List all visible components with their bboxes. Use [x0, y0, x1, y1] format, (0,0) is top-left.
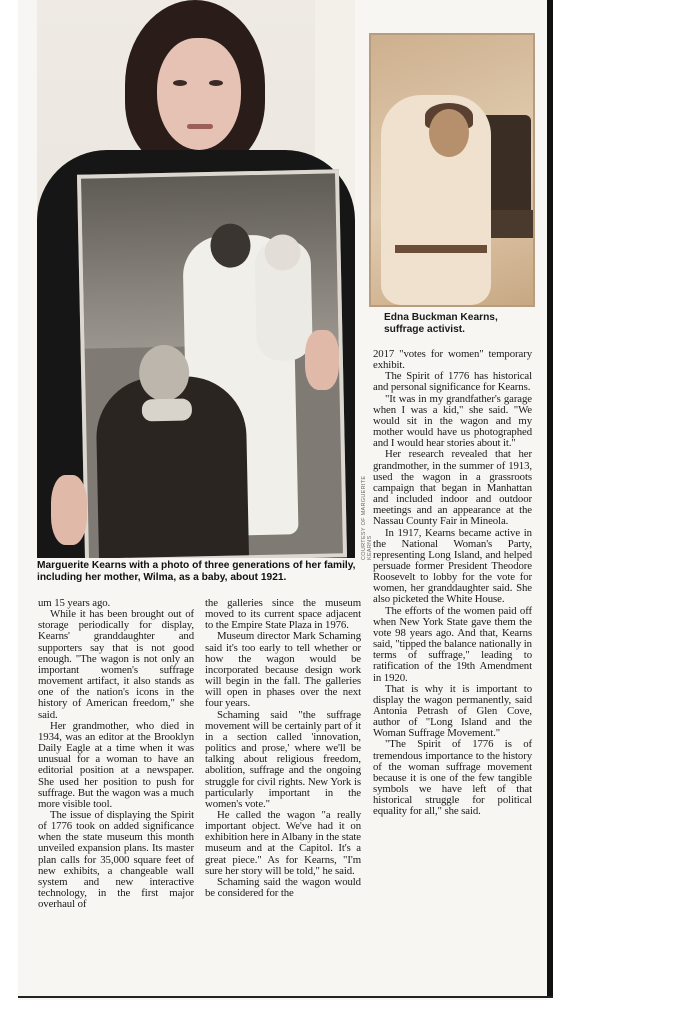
paragraph: That is why it is important to display the wagon permanently, said Antonia Petrash of Glen Cove, author of "Long Island and the Woman Suffrage Movement." [373, 682, 532, 740]
paragraph: 2017 "votes for women" temporary exhibit. [373, 348, 532, 372]
paragraph: The Spirit of 1776 has historical and personal significance for Kearns. [373, 370, 532, 394]
woman-face [157, 38, 241, 150]
paragraph: Schaming said "the suffrage movement will be certainly part of it in a section called 'innovation, politics and prose,' where we'll be talking about religious freedom, abolition, suffrage and the ongoing struggle for civil rights. New York is particularly important in the women's vote." [205, 708, 361, 810]
page-edge-rule [547, 0, 553, 998]
seated-editor-figure [381, 95, 491, 305]
paragraph: The efforts of the women paid off when New York State gave them the vote 98 years ago. And that, Kearns said, "tipped the balance nationally in terms of suffrage," leading to ratification of the 19th Amendment in 1920. [373, 604, 532, 684]
inset-photo [369, 33, 535, 307]
editor-head [429, 109, 469, 157]
article-column-1 [38, 598, 194, 910]
article-column-2 [205, 598, 361, 899]
paragraph: Her grandmother, who died in 1934, was an editor at the Brooklyn Daily Eagle at a time when it was unusual for a woman to have an editorial position at a newspaper. She used her position to push for suffrage. But the wagon was a much more visible tool. [38, 719, 194, 810]
paragraph: "It was in my grandfather's garage when I was a kid," she said. "We would sit in the wagon and my mother would have us photographed and I would hear stories about it." [373, 392, 532, 450]
paragraph: Museum director Mark Schaming said it's too early to tell whether or how the wagon would be incorporated because design work will begin in the fall. The galleries will open in phases over the next four years. [205, 630, 361, 710]
paragraph: While it has been brought out of storage periodically for display, Kearns' granddaughter and supporters say that is not good enough. "The wagon is not only an important women's suffrage movement artifact, it also stands as one of the nation's icons in the history of American freedom," she said. [38, 608, 194, 721]
photo-credit: COURTESY OF MARGUERITE KEARNS [361, 475, 373, 560]
paragraph: Schaming said the wagon would be considered for the [205, 875, 361, 900]
right-eye [209, 80, 223, 86]
seated-woman-collar [142, 398, 192, 421]
paragraph: the galleries since the museum moved to its current space adjacent to the Empire State Plaza in 1976. [205, 597, 361, 632]
right-hand [305, 330, 339, 390]
mouth [187, 124, 213, 129]
paragraph: Her research revealed that her grandmother, in the summer of 1913, used the wagon in a grassroots campaign that began in Manhattan and included indoor and outdoor meetings and an appearance at the Nassau County Fair in Mineola. [373, 448, 532, 528]
main-photo-caption: Marguerite Kearns with a photo of three generations of her family, including her mother, Wilma, as a baby, about 1921. [37, 560, 356, 583]
inset-photo-caption: Edna Buckman Kearns, suffrage activist. [384, 312, 498, 335]
left-hand [51, 475, 87, 545]
page-bottom-rule [18, 996, 553, 998]
paragraph: The issue of displaying the Spirit of 1776 took on added significance when the state museum this month unveiled expansion plans. Its master plan calls for 35,000 square feet of new exhibits, a changeable wall system and new interactive technology, in the first major overhaul of [38, 808, 194, 911]
main-photo [37, 0, 355, 558]
paragraph: um 15 years ago. [38, 597, 111, 609]
article-column-3 [373, 349, 532, 818]
left-eye [173, 80, 187, 86]
paragraph: In 1917, Kearns became active in the National Woman's Party, representing Long Island, and helped persuade former President Theodore Roosevelt to lobby for the vote for women, her granddaughter said. She also picketed the White House. [373, 526, 532, 606]
editor-belt [395, 245, 487, 253]
paragraph: "The Spirit of 1776 is of tremendous importance to the history of the woman suffrage movement because it is one of the few tangible symbols we have left of that historical struggle for political equality for all," she said. [373, 738, 532, 818]
paragraph: He called the wagon "a really important object. We've had it on exhibition here in Albany in the state museum and at the Capitol. It's a great piece." As for Kearns, "I'm sure her story will be told," he said. [205, 808, 361, 877]
